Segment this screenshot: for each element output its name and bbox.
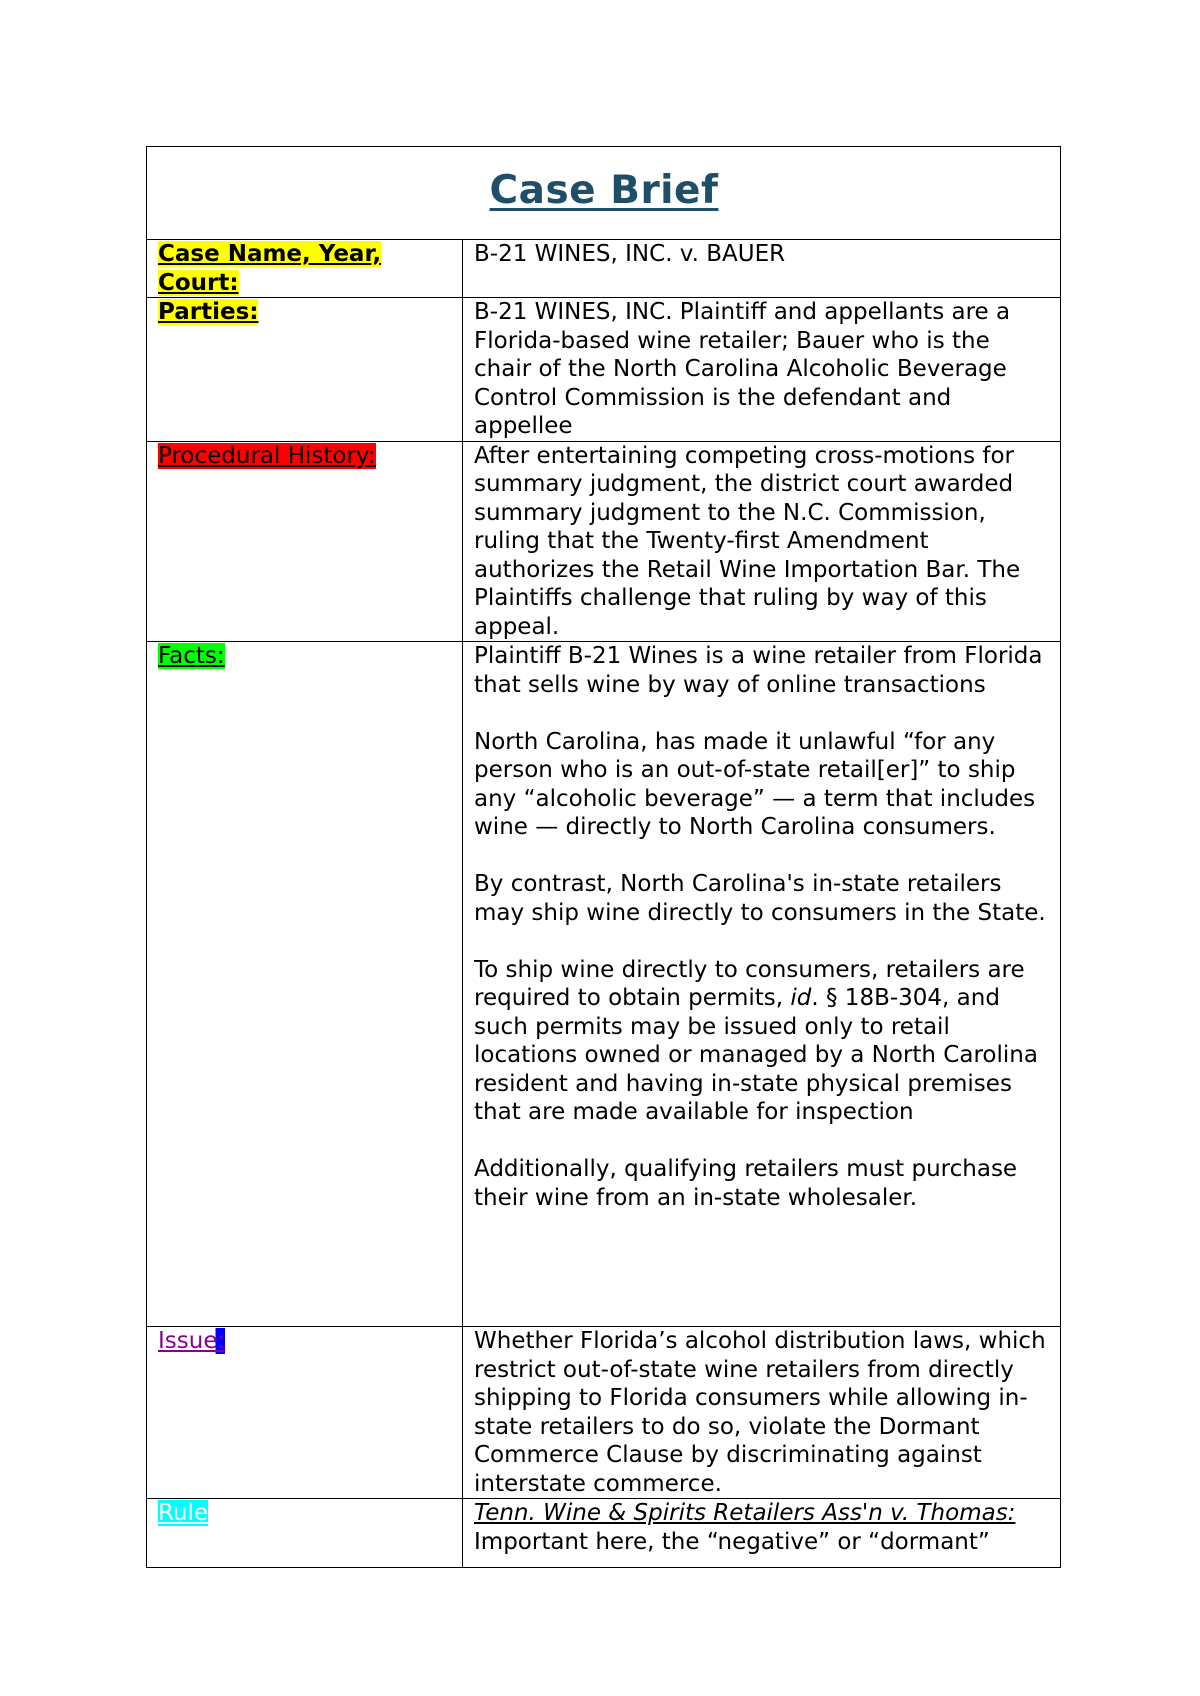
procedural-history-value: After entertaining competing cross-motions for summary judgment, the district court awarded summary judgment to the N.C. Commission, ruling that the Twenty-first Amendment authorizes the Retail Wine Importation Bar. The Plaintiffs challenge that ruling by way of this appeal. bbox=[474, 442, 1021, 640]
issue-label-cell bbox=[147, 1327, 463, 1499]
facts-value-cell bbox=[463, 642, 1061, 1327]
facts-paragraph-4-id-cite: id bbox=[790, 985, 812, 1011]
rule-row bbox=[147, 1499, 1061, 1568]
facts-paragraph-2: North Carolina, has made it unlawful “for any person who is an out-of-state retail[er]” to ship any “alcoholic beverage” — a term that includes wine — directly to North Carolina consumers. bbox=[474, 728, 1036, 840]
facts-paragraph-5: Additionally, qualifying retailers must purchase their wine from an in-state wholesaler. bbox=[474, 1156, 1018, 1211]
parties-value-cell bbox=[463, 298, 1061, 442]
procedural-history-value-cell bbox=[463, 441, 1061, 642]
parties-row bbox=[147, 298, 1061, 442]
facts-label-cell bbox=[147, 642, 463, 1327]
issue-value: Whether Florida’s alcohol distribution laws, which restrict out-of-state wine retailers from directly shipping to Florida consumers while allowing in-state retailers to do so, violate the Dormant Commerce Clause by discriminating against interstate commerce. bbox=[474, 1328, 1046, 1497]
procedural-history-label-cell bbox=[147, 441, 463, 642]
case-name-label: Case Name, Year, Court: bbox=[158, 241, 382, 296]
document-title: Case Brief bbox=[489, 168, 719, 213]
case-name-label-cell bbox=[147, 240, 463, 298]
procedural-history-label: Procedural History: bbox=[158, 442, 376, 469]
title-row bbox=[147, 147, 1061, 240]
facts-paragraph-4-end: . § 18B-304, and such permits may be issued only to retail locations owned or managed by a North Carolina resident and having in-state physical premises that are made available for inspection bbox=[474, 985, 1038, 1125]
issue-value-cell bbox=[463, 1327, 1061, 1499]
title-cell bbox=[147, 147, 1061, 240]
case-name-value-cell bbox=[463, 240, 1061, 298]
rule-case-citation: Tenn. Wine & Spirits Retailers Ass'n v. Thomas: bbox=[474, 1500, 1016, 1526]
facts-row bbox=[147, 642, 1061, 1327]
issue-label: Issue: bbox=[158, 1328, 226, 1354]
facts-paragraph-4 bbox=[474, 956, 1050, 1127]
facts-paragraph-1: Plaintiff B-21 Wines is a wine retailer from Florida that sells wine by way of online transactions bbox=[474, 643, 1043, 698]
facts-paragraph-4-start: To ship wine directly to consumers, retailers are required to obtain permits, bbox=[474, 956, 1025, 1011]
rule-value-cell bbox=[463, 1499, 1061, 1568]
parties-label-cell bbox=[147, 298, 463, 442]
issue-row bbox=[147, 1327, 1061, 1499]
rule-label: Rule bbox=[158, 1500, 209, 1526]
case-name-row bbox=[147, 240, 1061, 298]
parties-label: Parties: bbox=[158, 299, 259, 325]
case-name-value: B-21 WINES, INC. v. BAUER bbox=[474, 241, 786, 267]
facts-paragraph-3: By contrast, North Carolina's in-state retailers may ship wine directly to consumers in the State. bbox=[474, 871, 1046, 926]
procedural-history-row bbox=[147, 441, 1061, 642]
rule-value: Important here, the “negative” or “dormant” bbox=[474, 1528, 990, 1555]
facts-label: Facts: bbox=[158, 643, 225, 669]
rule-label-cell bbox=[147, 1499, 463, 1568]
parties-value: B-21 WINES, INC. Plaintiff and appellants are a Florida-based wine retailer; Bauer who is the chair of the North Carolina Alcoholic Beverage Control Commission is the defendant and appellee bbox=[474, 299, 1011, 439]
case-brief-table bbox=[146, 146, 1061, 1568]
